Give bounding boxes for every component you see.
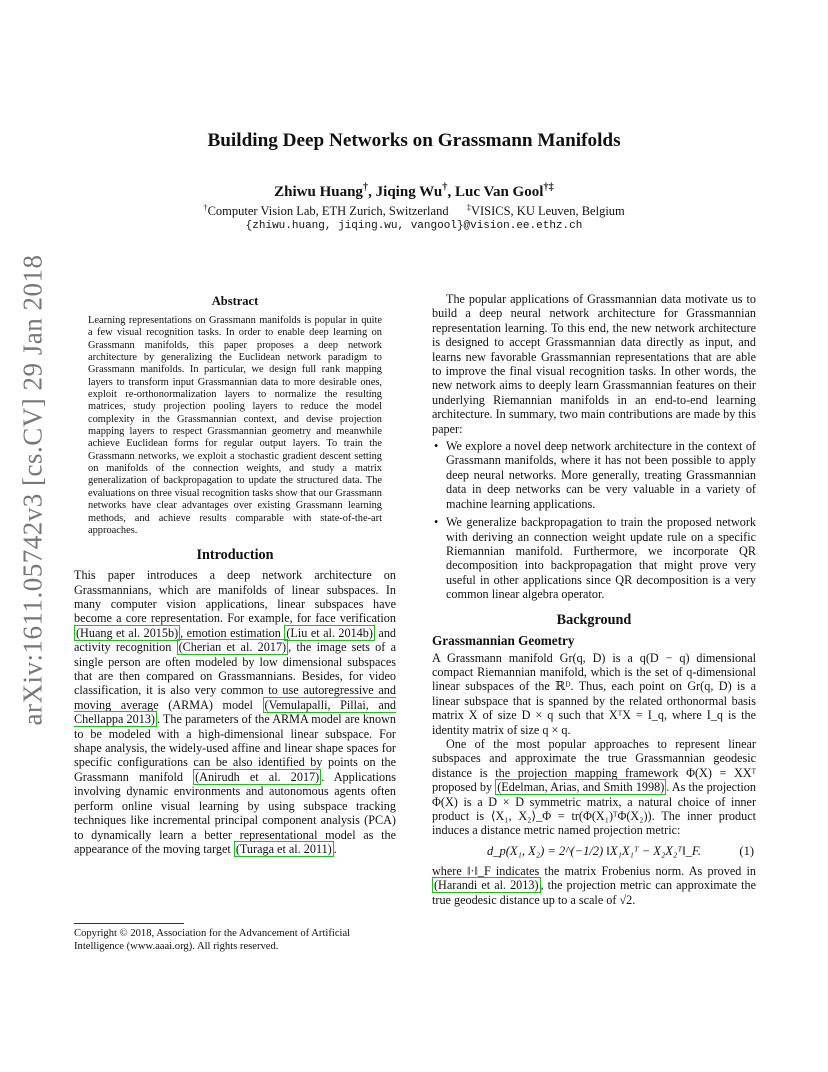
geometry-paragraph-2: One of the most popular approaches to represent linear subspaces and approximate the true Grassmannian geodesic distance is the projection mapping framework Φ(X) = XXᵀ proposed by (Edelman, Arias, and Smith 1998) . As the projection Φ(X) is a D × D symmetric matrix, a natural choice of inner product is ⟨X₁, X₂⟩_Φ = tr(Φ(X₁)ᵀΦ(X₂)). The inner product induces a distance metric named projection metric: [432,736,756,838]
contribution-item-1: • We explore a novel deep network architecture in the context of Grassmann manifolds, where it has not been possible to apply deep neural networks. More generally, treating Grassmannian data in deep networks can be very valuable in a variety of machine learning applications. [432,439,756,511]
affiliation-2: VISICS, KU Leuven, Belgium [470,204,625,218]
citation-link[interactable]: (Vemulapalli, Pillai, and Chellappa 2013) [74,697,397,727]
right-column [432,292,756,907]
contributions-list [432,439,756,601]
arxiv-identifier: arXiv:1611.05742v3 [cs.CV] 29 Jan 2018 [17,254,48,726]
affiliation-1: Computer Vision Lab, ETH Zurich, Switzerland [207,204,449,218]
citation-link[interactable]: (Anirudh et al. 2017) [195,769,320,784]
contribution-item-2: • We generalize backpropagation to train the proposed network with deriving an connection weight update rule on a specific Riemannian manifold. Furthermore, we incorporate QR decomposition into backpropagation that might prove very useful in other applications since QR decomposition is a very common linear algebra operator. [432,515,756,601]
citation-link[interactable]: (Harandi et al. 2013) [434,878,539,893]
citation-link[interactable]: (Huang et al. 2015b) [76,625,179,640]
arxiv-sidebar [6,254,60,726]
background-heading: Background [556,611,632,628]
affiliations: †Computer Vision Lab, ETH Zurich, Switzerland ‡VISICS, KU Leuven, Belgium [203,201,625,218]
author-2: Jiqing Wu [375,184,443,200]
introduction-heading: Introduction [196,547,274,564]
abstract-text: Learning representations on Grassmann manifolds is popular in quite a few visual recognition tasks. In order to enable deep learning on Grassmann manifolds, this paper proposes a deep network architecture by generalizing the Euclidean network paradigm to Grassmann manifolds. In particular, we design full rank mapping layers to transform input Grassmannian data to more desirable ones, exploit re-orthonormalization layers to normalize the resulting matrices, study projection pooling layers to reduce the model complexity in the Grassmannian context, and devise projection mapping layers to respect Grassmannian geometry and meanwhile achieve Euclidean forms for regular output layers. To train the Grassmann networks, we exploit a stochastic gradient descent setting on manifolds of the connection weights, and study a matrix generalization of backpropagation to update the structured data. The evaluations on three visual recognition tasks show that our Grassmann networks have clear advantages over existing Grassmann learning methods, and achieve results comparable with state-of-the-art approaches. [88,315,382,536]
citation-link[interactable]: (Turaga et al. 2011) [235,841,332,856]
author-list: Zhiwu Huang†, Jiqing Wu†, Luc Van Gool†‡ [274,182,554,200]
grassmannian-geometry-heading: Grassmannian Geometry [432,632,575,648]
copyright-symbol: © [119,928,128,939]
equation-1 [432,842,756,860]
author-emails: {zhiwu.huang, jiqing.wu, vangool}@vision.ee.ethz.ch [245,220,583,232]
geometry-paragraph-3: where ‖·‖_F indicates the matrix Frobenius norm. As proved in (Harandi et al. 2013) , the projection metric can approximate the true geodesic distance up to a scale of √2. [432,863,756,907]
introduction-paragraph: This paper introduces a deep network architecture on Grassmannians, which are manifolds of linear subspaces. In many computer vision applications, linear subspaces have become a core representation. For example, for face verification (Huang et al. 2015b) , emotion estimation (Liu et al. 2014b) and activity recognition (Cherian et al. 2017) , the image sets of a single person are often modeled by low dimensional subspaces that are then compared on Grassmannians. Besides, for video classification, it is also very common to use autoregressive and moving average (ARMA) model (Vemulapalli, Pillai, and Chellappa 2013) . The parameters of the ARMA model are known to be modeled with a high-dimensional linear subspace. For shape analysis, the widely-used affine and linear shape spaces for specific configurations can be also identified by points on the Grassmann manifold (Anirudh et al. 2017) . Applications involving dynamic environments and autonomous agents often perform online visual learning by using subspace tracking techniques like incremental principal component analysis (PCA) to dynamically learn a better representational model as the appearance of the moving target (Turaga et al. 2011) . [74,568,397,856]
geometry-paragraph-1: A Grassmann manifold Gr(q, D) is a q(D − q) dimensional compact Riemannian manifold, which is the set of q-dimensional linear subspaces of the ℝᴰ. Thus, each point on Gr(q, D) is a linear subspace that is spanned by the related orthonormal basis matrix X of size D × q such that XᵀX = I_q, where I_q is the identity matrix of size q × q. [432,650,756,737]
citation-link[interactable]: (Cherian et al. 2017) [178,640,287,655]
motivation-paragraph: The popular applications of Grassmannian data motivate us to build a deep neural network architecture for Grassmannian representation learning. To this end, the new network architecture is designed to accept Grassmannian data directly as input, and learns new favorable Grassmannian representations that are able to improve the final visual recognition tasks. In other words, the new network aims to deeply learn Grassmannian features on their underlying Riemannian manifolds in an end-to-end learning architecture. In summary, two main contributions are made by this paper: [432,292,756,436]
author-3: Luc Van Gool [455,184,544,200]
citation-link[interactable]: (Edelman, Arias, and Smith 1998) [497,780,665,795]
equation-number: (1) [739,843,754,858]
copyright-notice: Copyright © 2018, Association for the Advancement of Artificial Intelligence (www.aaai.org). All rights reserved. [74,928,396,953]
abstract-heading: Abstract [211,294,259,308]
equation-body: d_p(X₁, X₂) = 2^(−1/2) ‖X₁X₁ᵀ − X₂X₂ᵀ‖_F. [486,843,702,858]
author-1: Zhiwu Huang [274,184,363,200]
left-column [74,290,396,856]
citation-link[interactable]: (Liu et al. 2014b) [286,625,373,640]
paper-title: Building Deep Networks on Grassmann Manifolds [207,130,621,151]
